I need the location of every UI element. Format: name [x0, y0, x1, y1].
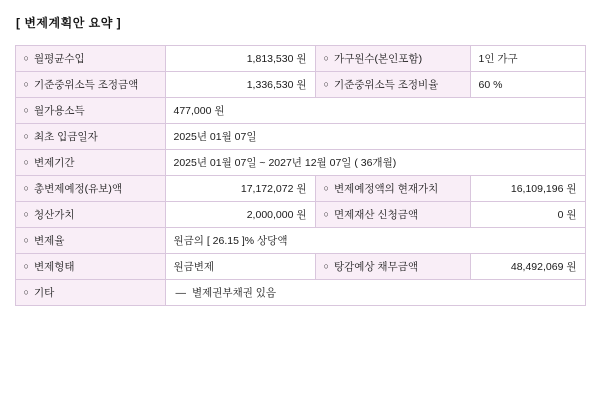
table-row	[15, 254, 585, 280]
row-value: 원금변제	[165, 254, 315, 280]
row-value: 원금의 [ 26.15 ]% 상당액	[165, 228, 585, 254]
table-row	[15, 46, 585, 72]
circle-bullet-icon: ○	[23, 261, 29, 271]
row-label: ○ 월평균수입	[15, 46, 165, 72]
circle-bullet-icon: ○	[323, 209, 329, 219]
circle-bullet-icon: ○	[323, 79, 329, 89]
row-value: 2025년 01월 07일	[165, 124, 585, 150]
circle-bullet-icon: ○	[323, 261, 329, 271]
row-value: 2,000,000 원	[165, 202, 315, 228]
row-label: ○ 기타	[15, 280, 165, 306]
row-label: ○ 면제재산 신청금액	[315, 202, 470, 228]
table-row-etc	[15, 280, 585, 306]
table-row	[15, 72, 585, 98]
table-row	[15, 124, 585, 150]
circle-bullet-icon: ○	[23, 235, 29, 245]
row-label: ○ 청산가치	[15, 202, 165, 228]
row-value: 17,172,072 원	[165, 176, 315, 202]
row-value	[165, 280, 585, 306]
row-value: 0 원	[470, 202, 585, 228]
row-value: 477,000 원	[165, 98, 585, 124]
row-label: ○ 변제율	[15, 228, 165, 254]
dash-icon: —	[175, 287, 186, 299]
circle-bullet-icon: ○	[23, 105, 29, 115]
circle-bullet-icon: ○	[23, 53, 29, 63]
circle-bullet-icon: ○	[23, 287, 29, 297]
row-label: ○ 기준중위소득 조정비율	[315, 72, 470, 98]
table-row	[15, 98, 585, 124]
table-row	[15, 150, 585, 176]
plan-summary-table	[15, 45, 586, 306]
table-row	[15, 228, 585, 254]
row-value: 60 %	[470, 72, 585, 98]
row-label: ○ 총변제예정(유보)액	[15, 176, 165, 202]
page-title: [ 변제계획안 요약 ]	[16, 16, 122, 30]
row-label: ○ 변제예정액의 현재가치	[315, 176, 470, 202]
table-row	[15, 202, 585, 228]
row-label: ○ 최초 입금일자	[15, 124, 165, 150]
circle-bullet-icon: ○	[323, 53, 329, 63]
circle-bullet-icon: ○	[23, 209, 29, 219]
row-label: ○ 탕감예상 채무금액	[315, 254, 470, 280]
row-value: 48,492,069 원	[470, 254, 585, 280]
row-value: 1,813,530 원	[165, 46, 315, 72]
circle-bullet-icon: ○	[23, 157, 29, 167]
row-value: 2025년 01월 07일 ~ 2027년 12월 07일 ( 36개월)	[165, 150, 585, 176]
row-label: ○ 월가용소득	[15, 98, 165, 124]
row-label: ○ 변제형태	[15, 254, 165, 280]
table-row	[15, 176, 585, 202]
row-label: ○ 가구원수(본인포함)	[315, 46, 470, 72]
circle-bullet-icon: ○	[323, 183, 329, 193]
row-label: ○ 기준중위소득 조정금액	[15, 72, 165, 98]
circle-bullet-icon: ○	[23, 131, 29, 141]
row-label: ○ 변제기간	[15, 150, 165, 176]
circle-bullet-icon: ○	[23, 183, 29, 193]
circle-bullet-icon: ○	[23, 79, 29, 89]
etc-note: — 별제권부채권 있음	[175, 287, 277, 299]
row-value: 16,109,196 원	[470, 176, 585, 202]
row-value: 1,336,530 원	[165, 72, 315, 98]
row-value: 1인 가구	[470, 46, 585, 72]
